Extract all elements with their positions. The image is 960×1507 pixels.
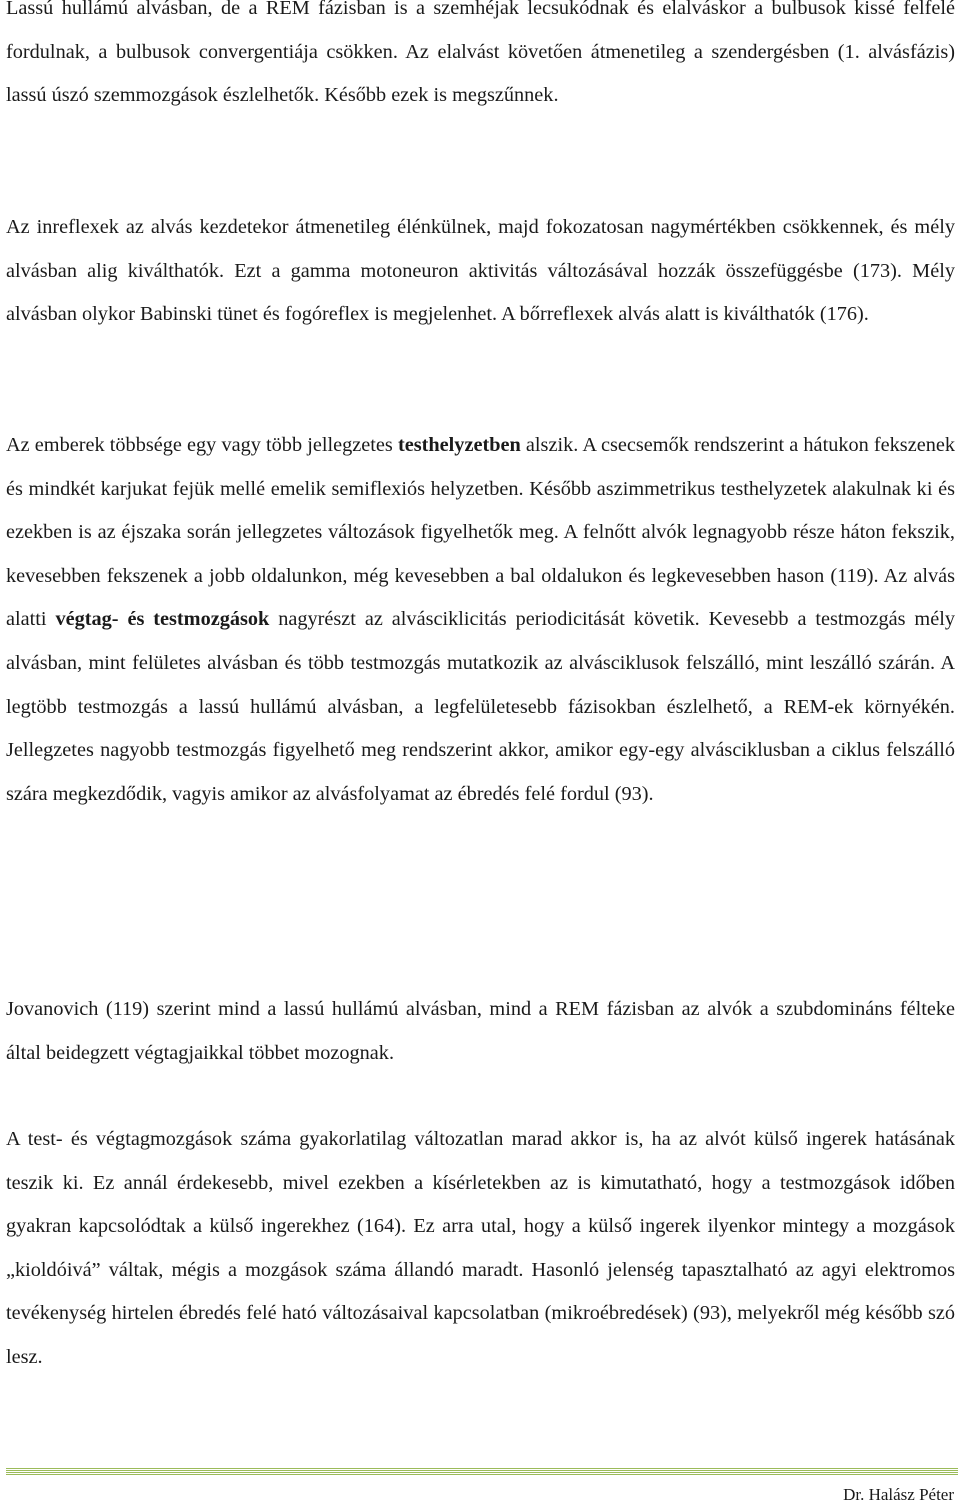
- paragraph-reflexes: Az inreflexek az alvás kezdetekor átmenetileg élénkülnek, majd fokozatosan nagymértékben csökkennek, és mély alvásban alig kiválthatók. Ezt a gamma motoneuron aktivitás változásával hozzák összefüggésbe (173). Mély alvásban olykor Babinski tünet és fogóreflex is megjelenhet. A bőrreflexek alvás alatt is kiválthatók (176).: [6, 216, 955, 326]
- paragraph-external-stimuli: A test- és végtagmozgások száma gyakorlatilag változatlan marad akkor is, ha az alvót külső ingerek hatásának teszik ki. Ez annál érdekesebb, mivel ezekben a kísérletekben az is kimutatható, hogy a testmozgások időben gyakran kapcsolódtak a külső ingerekhez (164). Ez arra utal, hogy a külső ingerek ilyenkor mintegy a mozgások „kioldóivá” váltak, mégis a mozgások száma állandó maradt. Hasonló jelenség tapasztalható az agyi elektromos tevékenység hirtelen ébredés felé ható változásaival kapcsolatban (mikroébredések) (93), melyekről még később szó lesz.: [6, 1128, 955, 1368]
- bold-term-vegtag-testmozgasok: végtag- és testmozgások: [55, 608, 270, 631]
- footer-divider: [6, 1468, 958, 1476]
- paragraph-jovanovich: Jovanovich (119) szerint mind a lassú hullámú alvásban, mind a REM fázisban az alvók a szubdomináns félteke által beidegzett végtagjaikkal többet mozognak.: [6, 998, 955, 1064]
- paragraph-text-segment: alszik. A csecsemők rendszerint a hátukon fekszenek és mindkét karjukat fejük mellé emelik semiflexiós helyzetben. Később aszimmetrikus testhelyzetek alakulnak ki és ezekben is az éjszaka során jellegzetes változások figyelhetők meg. A felnőtt alvók legnagyobb része háton fekszik, kevesebben fekszenek a jobb oldalunkon, még kevesebben a bal oldalukon és legkevesebben hason (119). Az alvás alatti: [6, 434, 955, 631]
- paragraph-body-positions: [6, 424, 955, 816]
- paragraph-text-segment: Az emberek többsége egy vagy több jellegzetes: [6, 434, 398, 456]
- bold-term-testhelyzetben: testhelyzetben: [397, 434, 521, 456]
- footer-author: Dr. Halász Péter: [843, 1485, 954, 1504]
- paragraph-eye-movements: Lassú hullámú alvásban, de a REM fázisban is a szemhéjak lecsukódnak és elalváskor a bulbusok kissé felfelé fordulnak, a bulbusok convergentiája csökken. Az elalvást követően átmenetileg a szendergésben (1. alvásfázis) lassú úszó szemmozgások észlelhetők. Később ezek is megszűnnek.: [6, 0, 955, 107]
- paragraph-text-segment: nagyrészt az alvásciklicitás periodicitását követik. Kevesebb a testmozgás mély alvásban, mint felületes alvásban és több testmozgás mutatkozik az alvásciklusok felszálló, mint leszálló szárán. A legtöbb testmozgás a lassú hullámú alvásban, a legfelületesebb fázisokban észlelhető, a REM-ek környékén. Jellegzetes nagyobb testmozgás figyelhető meg rendszerint akkor, amikor egy-egy alvásciklusban a ciklus felszálló szára megkezdődik, vagyis amikor az alvásfolyamat az ébredés felé fordul (93).: [6, 608, 955, 805]
